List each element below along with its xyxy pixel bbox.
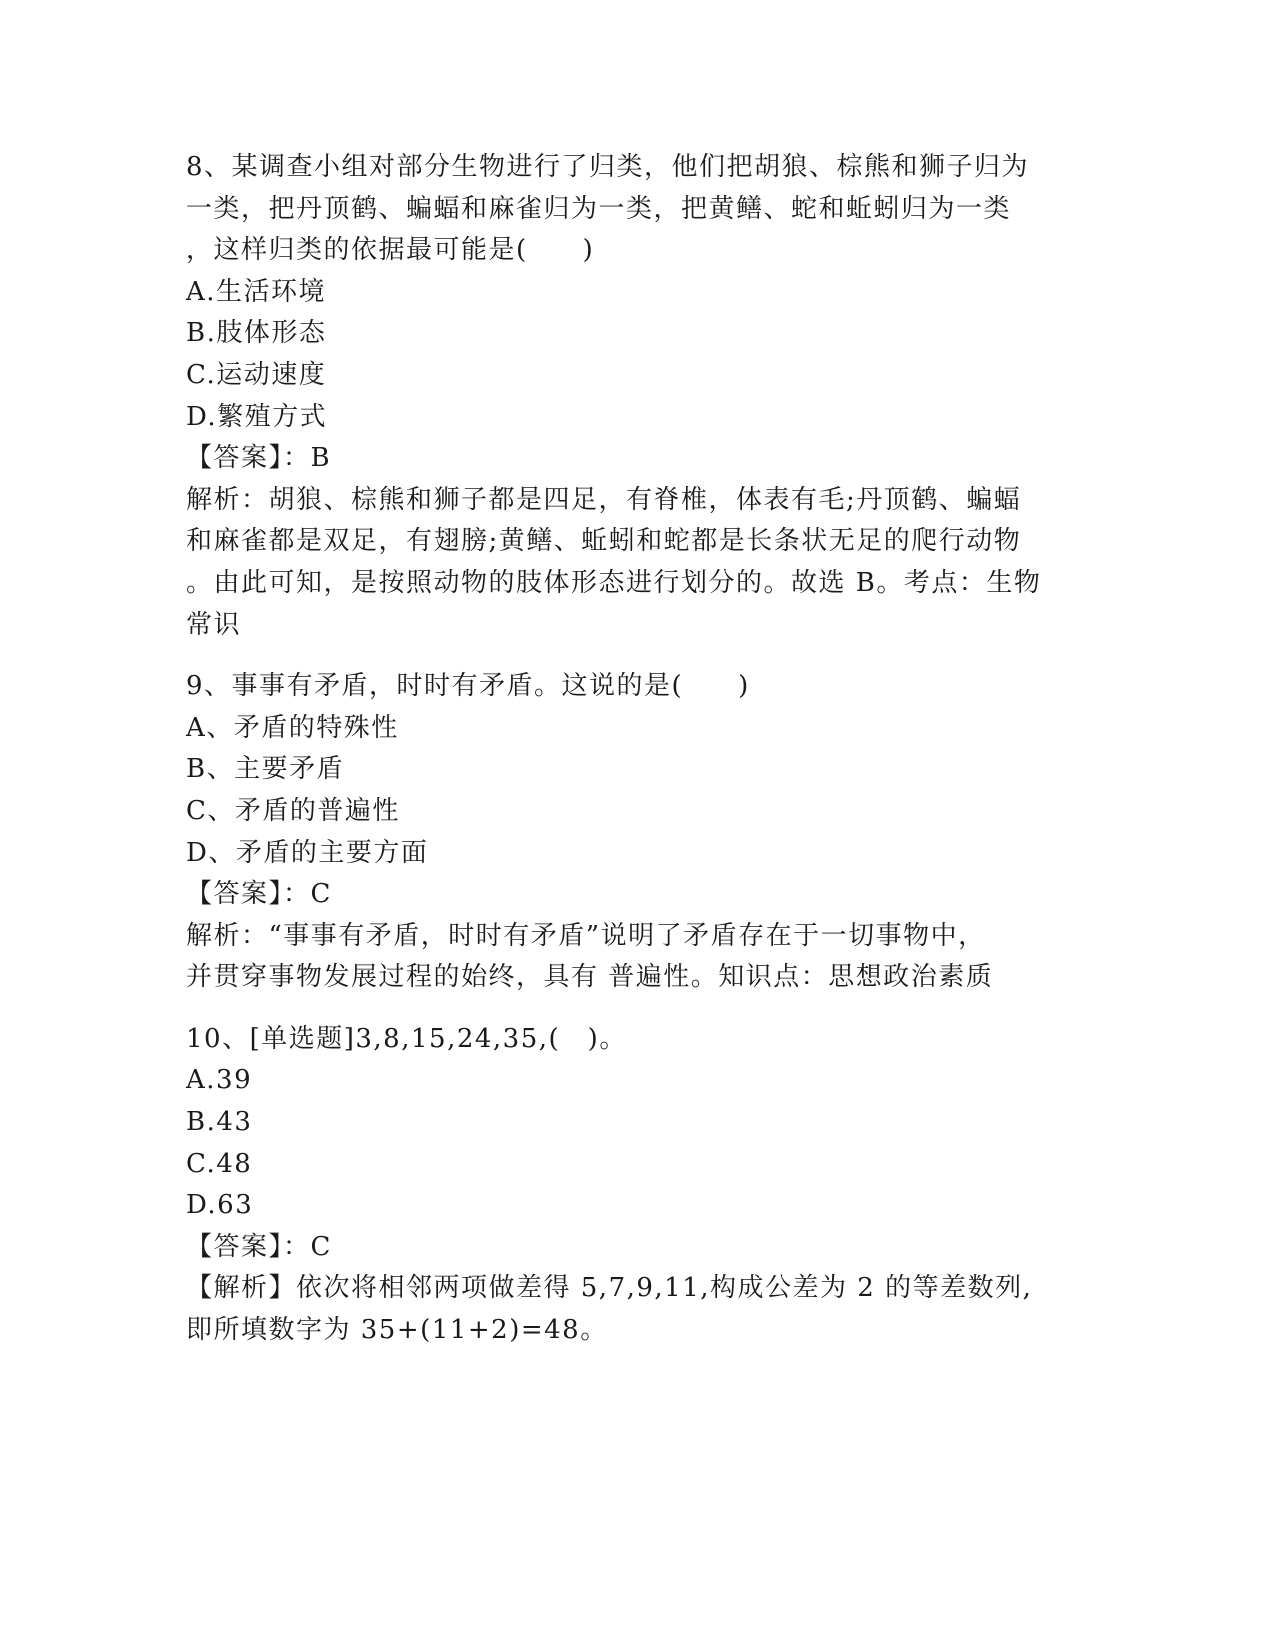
option-a: A.39 [186, 1065, 253, 1096]
option-c: C、矛盾的普遍性 [186, 795, 400, 826]
option-d: D.63 [186, 1190, 254, 1221]
option-c: C.运动速度 [186, 359, 327, 390]
option-a: A、矛盾的特殊性 [186, 712, 399, 743]
answer-line: 【答案】：C [186, 1231, 332, 1262]
question-8 [186, 147, 1086, 646]
answer-line: 【答案】：B [186, 443, 332, 474]
analysis-line: 解析：“事事有矛盾，时时有矛盾”说明了矛盾存在于一切事物中， [186, 920, 986, 951]
analysis-line: 即所填数字为 35+(11+2)=48。 [186, 1315, 608, 1346]
analysis-line: 和麻雀都是双足，有翅膀;黄鳝、蚯蚓和蛇都是长条状无足的爬行动物 [186, 526, 1022, 557]
option-d: D、矛盾的主要方面 [186, 837, 429, 868]
option-b: B.43 [186, 1107, 253, 1138]
analysis-line: 。由此可知，是按照动物的肢体形态进行划分的。故选 B。考点：生物 [186, 567, 1042, 598]
question-stem-line: 一类，把丹顶鹤、蝙蝠和麻雀归为一类，把黄鳝、蛇和蚯蚓归为一类 [186, 193, 1012, 224]
question-stem-line: 8、某调查小组对部分生物进行了归类，他们把胡狼、棕熊和狮子归为 [186, 152, 1030, 182]
option-b: B、主要矛盾 [186, 754, 345, 785]
option-b: B.肢体形态 [186, 318, 327, 349]
option-a: A.生活环境 [186, 276, 327, 307]
analysis-line: 并贯穿事物发展过程的始终，具有 普遍性。知识点：思想政治素质 [186, 962, 994, 993]
analysis-line: 【解析】依次将相邻两项做差得 5,7,9,11,构成公差为 2 的等差数列, [186, 1273, 1033, 1304]
question-stem-line: 10、[单选题]3,8,15,24,35,( )。 [186, 1023, 627, 1054]
question-list [186, 147, 1086, 1352]
question-spacer [186, 999, 1086, 1019]
question-9 [186, 666, 1086, 999]
question-stem-line: ，这样归类的依据最可能是( ) [186, 235, 595, 266]
analysis-line: 常识 [186, 609, 242, 640]
question-spacer [186, 646, 1086, 666]
answer-line: 【答案】：C [186, 879, 332, 910]
question-stem-line: 9、事事有矛盾，时时有矛盾。这说的是( ) [186, 671, 750, 702]
option-c: C.48 [186, 1148, 253, 1179]
question-10 [186, 1019, 1086, 1352]
option-d: D.繁殖方式 [186, 401, 328, 432]
analysis-line: 解析：胡狼、棕熊和狮子都是四足，有脊椎，体表有毛;丹顶鹤、蝙蝠 [186, 484, 1022, 515]
